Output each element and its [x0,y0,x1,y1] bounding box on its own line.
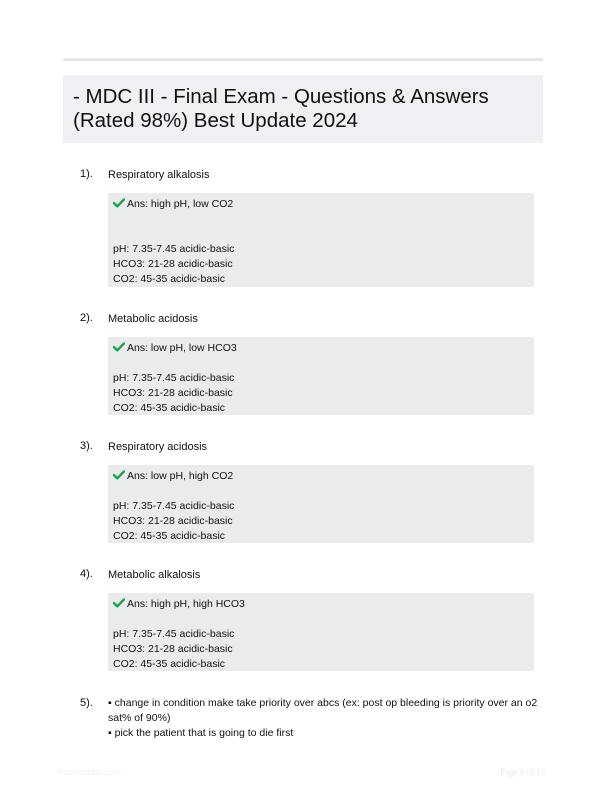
note-line: pH: 7.35-7.45 acidic-basic [113,500,235,512]
check-icon [113,470,125,480]
note-line: pH: 7.35-7.45 acidic-basic [113,628,235,640]
question-number: 3). [80,440,93,452]
note-line: CO2: 45-35 acidic-basic [113,402,226,414]
question-number: 1). [80,168,93,180]
answer-box [108,593,534,671]
answer-text: Ans: low pH, low HCO3 [127,342,237,354]
footer-watermark: Paperdbbc.com [58,767,122,777]
question-text: Respiratory acidosis [108,441,208,453]
question-number: 4). [80,568,93,580]
note-line: HCO3: 21-28 acidic-basic [113,515,233,527]
question-text: Respiratory alkalosis [108,169,210,181]
answer-box [108,337,534,415]
question-item [80,567,545,670]
answer-line [113,469,534,484]
answer-box [108,465,534,543]
top-divider [63,58,543,61]
question-text: Metabolic alkalosis [108,569,201,581]
title-banner [63,75,543,143]
note-line: CO2: 45-35 acidic-basic [113,658,226,670]
check-icon [113,598,125,608]
question-number: 5). [80,697,93,709]
check-icon [113,198,125,208]
check-icon [113,342,125,352]
answer-text: Ans: high pH, high HCO3 [127,598,245,610]
note-line: CO2: 45-35 acidic-basic [113,273,226,285]
question-item [80,311,545,414]
answer-line [113,341,534,356]
note-line: HCO3: 21-28 acidic-basic [113,643,233,655]
note-line: CO2: 45-35 acidic-basic [113,530,226,542]
note-line: HCO3: 21-28 acidic-basic [113,258,233,270]
question-item [80,167,545,285]
answer-text: Ans: high pH, low CO2 [127,198,234,210]
bullet-list [108,696,538,741]
question-number: 2). [80,312,93,324]
answer-text: Ans: low pH, high CO2 [127,470,234,482]
page-number: Page 1 of 15 [500,767,546,777]
document-title: - MDC III - Final Exam - Questions & Answers (Rated 98%) Best Update 2024 [73,85,489,132]
bullet-item: ▪ change in condition make take priority over abcs (ex: post op bleeding is priority over an o2 sat% of 90%) [108,697,538,724]
note-line: HCO3: 21-28 acidic-basic [113,387,233,399]
bullet-item: ▪ pick the patient that is going to die first [108,727,294,739]
note-line: pH: 7.35-7.45 acidic-basic [113,243,235,255]
answer-line [113,597,534,612]
question-text: Metabolic acidosis [108,313,198,325]
question-item [80,439,545,542]
answer-line [113,197,534,212]
answer-box [108,193,534,287]
note-line: pH: 7.35-7.45 acidic-basic [113,372,235,384]
